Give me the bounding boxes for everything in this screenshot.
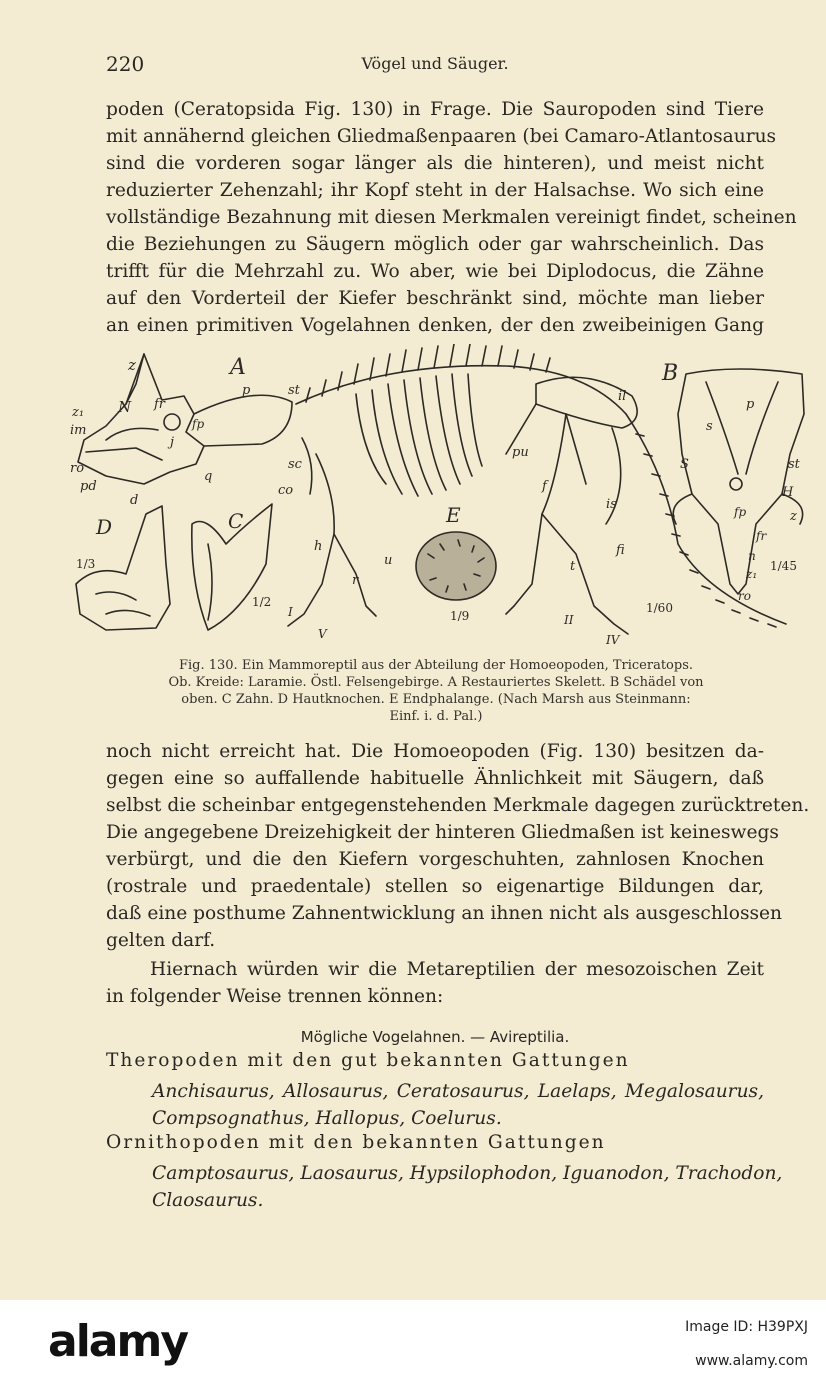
label-u: u xyxy=(384,553,393,568)
page-number: 220 xyxy=(106,52,145,76)
text-line: vollständige Bezahnung mit diesen Merkmalen vereinigt findet, scheinen xyxy=(106,207,797,228)
text-line: gegen eine so auffallende habituelle Ähnlichkeit mit Säugern, daß xyxy=(106,768,764,789)
running-title: Vögel und Säuger. xyxy=(361,54,509,73)
scale-d: 1/3 xyxy=(76,557,96,571)
label-p: p xyxy=(242,383,251,398)
vertebral-column xyxy=(296,344,626,414)
label-n-skull: N xyxy=(118,398,132,416)
text-line: sind die vorderen sogar länger als die hinteren), und meist nicht xyxy=(106,153,764,174)
paragraph-3 xyxy=(106,956,764,1010)
paragraph-1 xyxy=(106,96,797,339)
label-h: h xyxy=(314,539,323,554)
watermark-url: www.alamy.com xyxy=(695,1353,808,1369)
label-sc: sc xyxy=(288,457,302,472)
label-pu: pu xyxy=(512,445,529,460)
label-d-upper: D xyxy=(96,515,113,539)
label-n: n xyxy=(748,549,756,563)
text-line: Die angegebene Dreizehigkeit der hinteren Gliedmaßen ist keineswegs xyxy=(106,822,779,843)
label-z1-top: z₁ xyxy=(746,567,758,581)
text-line: poden (Ceratopsida Fig. 130) in Frage. Die Sauropoden sind Tiere xyxy=(106,99,764,120)
ornithopoden-genera xyxy=(152,1160,783,1214)
genera-line: Claosaurus. xyxy=(152,1190,264,1211)
label-digit-iv: IV xyxy=(606,633,620,647)
text-line: gelten darf. xyxy=(106,930,216,951)
section-heading: Mögliche Vogelahnen. — Avireptilia. xyxy=(300,1028,570,1046)
text-line: trifft für die Mehrzahl zu. Wo aber, wie bei Diplodocus, die Zähne xyxy=(106,261,764,282)
text-line: in folgender Weise trennen können: xyxy=(106,986,444,1007)
text-line: selbst die scheinbar entgegenstehenden Merkmale dagegen zurücktreten. xyxy=(106,795,810,816)
tail xyxy=(626,414,786,627)
text-line: die Beziehungen zu Säugern möglich oder gar wahrscheinlich. Das xyxy=(106,234,764,255)
figure-labels xyxy=(70,355,801,647)
label-h-upper: H xyxy=(782,485,794,500)
text-line: (rostrale und praedentale) stellen so eigenartige Bildungen dar, xyxy=(106,876,764,897)
label-fr-top: fr xyxy=(756,529,767,543)
label-c: C xyxy=(228,509,244,533)
scale-c: 1/2 xyxy=(252,595,272,609)
alamy-logo: alamy xyxy=(48,1316,187,1367)
label-f: f xyxy=(542,479,547,494)
label-z-top: z xyxy=(790,509,797,524)
theropoden-title: Theropoden mit den gut bekannten Gattungen xyxy=(106,1050,630,1071)
caption-line: Ob. Kreide: Laramie. Östl. Felsengebirge. A Restauriertes Skelett. B Schädel von xyxy=(168,675,704,690)
skull-side-view xyxy=(78,354,292,484)
label-il: il xyxy=(618,389,627,404)
label-digit-ii: II xyxy=(564,613,574,627)
label-z1: z₁ xyxy=(72,405,85,420)
text-line: noch nicht erreicht hat. Die Homoeopoden (Fig. 130) besitzen da- xyxy=(106,741,764,762)
text-line: mit annähernd gleichen Gliedmaßenpaaren (bei Camaro-Atlantosaurus xyxy=(106,126,777,147)
label-b: B xyxy=(662,361,679,386)
page-header xyxy=(106,52,764,80)
text-line: an einen primitiven Vogelahnen denken, der den zweibeinigen Gang xyxy=(106,315,764,336)
label-ro-top: ro xyxy=(738,589,751,603)
text-line: auf den Vorderteil der Kiefer beschränkt sind, möchte man lieber xyxy=(106,288,764,309)
label-p-top: p xyxy=(746,397,755,412)
paragraph-2 xyxy=(106,738,810,954)
label-fi: fi xyxy=(616,543,625,558)
text-line: verbürgt, und die den Kiefern vorgeschuhten, zahnlosen Knochen xyxy=(106,849,764,870)
figure-130-triceratops xyxy=(66,344,806,654)
caption-line: Einf. i. d. Pal.) xyxy=(389,709,483,724)
label-fr: fr xyxy=(154,397,166,412)
label-co: co xyxy=(278,483,294,498)
label-s: s xyxy=(706,419,713,434)
text-line: reduzierter Zehenzahl; ihr Kopf steht in der Halsachse. Wo sich eine xyxy=(106,180,764,201)
scale-e: 1/9 xyxy=(450,609,470,623)
label-digit-i: I xyxy=(288,605,293,619)
label-ro: ro xyxy=(70,461,85,476)
genera-line: Anchisaurus, Allosaurus, Ceratosaurus, Laelaps, Megalosaurus, xyxy=(152,1081,764,1102)
label-r: r xyxy=(352,573,359,588)
scale-b: 1/45 xyxy=(770,559,797,573)
genera-line: Compsognathus, Hallopus, Coelurus. xyxy=(152,1108,502,1129)
rib-cage xyxy=(356,374,482,496)
figure-caption xyxy=(106,657,766,725)
label-z: z xyxy=(128,356,136,374)
label-e: E xyxy=(446,503,461,527)
label-fp: fp xyxy=(192,417,205,431)
image-id: Image ID: H39PXJ xyxy=(685,1319,808,1335)
scale-a: 1/60 xyxy=(646,601,673,615)
triceratops-illustration xyxy=(66,344,806,654)
label-fp-top: fp xyxy=(734,505,747,519)
label-q: q xyxy=(204,469,213,484)
label-im: im xyxy=(70,423,87,438)
label-d: d xyxy=(130,493,139,508)
label-st-top: st xyxy=(788,457,800,472)
label-is: is xyxy=(606,497,617,512)
theropoden-genera xyxy=(152,1078,764,1132)
label-a: A xyxy=(230,355,246,380)
ornithopoden-title: Ornithopoden mit den bekannten Gattungen xyxy=(106,1132,606,1153)
genera-line: Camptosaurus, Laosaurus, Hypsilophodon, Iguanodon, Trachodon, xyxy=(152,1163,783,1184)
label-j: j xyxy=(170,435,175,450)
label-digit-v: V xyxy=(318,627,327,641)
end-phalanx-e xyxy=(416,532,496,600)
caption-line: oben. C Zahn. D Hautknochen. E Endphalange. (Nach Marsh aus Steinmann: xyxy=(181,692,691,707)
label-t: t xyxy=(570,559,576,574)
text-line: daß eine posthume Zahnentwicklung an ihnen nicht als ausgeschlossen xyxy=(106,903,783,924)
text-line: Hiernach würden wir die Metareptilien der mesozoischen Zeit xyxy=(150,959,764,980)
label-st: st xyxy=(288,383,300,398)
caption-line: Fig. 130. Ein Mammoreptil aus der Abteilung der Homoeopoden, Triceratops. xyxy=(178,658,694,673)
label-s-upper: S xyxy=(680,457,689,472)
label-pd: pd xyxy=(80,479,97,494)
